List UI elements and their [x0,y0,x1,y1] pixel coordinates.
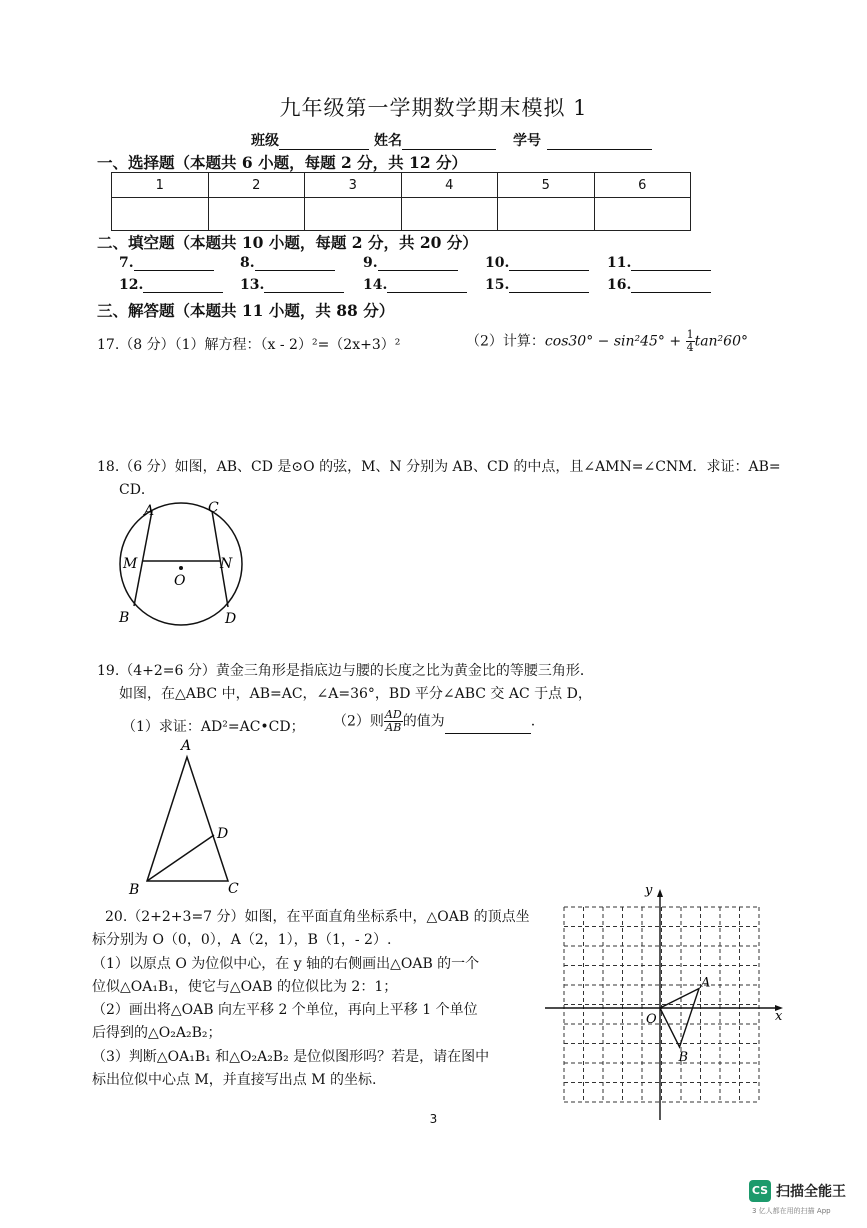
name-label: 姓名 [374,133,402,149]
q19-fraction [384,709,403,734]
label-a: A [181,738,192,754]
fill-blank[interactable] [509,278,589,293]
choice-answer-table [111,172,691,231]
q19-line1: 19.（4+2=6 分）黄金三角形是指底边与腰的长度之比为黄金比的等腰三角形． [97,663,594,679]
q19-frac-den: AB [385,721,402,734]
q18-line1: 18.（6 分）如图，AB、CD 是⊙O 的弦，M、N 分别为 AB、CD 的中点，且∠AMN=∠CNM．求证：AB= [97,459,781,475]
label-d: D [217,826,229,842]
q19-part1: （1）求证：AD²=AC•CD； [122,719,305,735]
choice-col-2: 2 [208,173,305,198]
student-id-label: 学号 [513,133,541,149]
section1-heading: 一、选择题（本题共 6 小题，每题 2 分，共 12 分） [97,153,468,172]
q20-line: 标分别为 O（0，0），A（2，1），B（1，- 2）. [92,932,392,949]
label-o: O [174,573,186,589]
student-id-blank[interactable] [547,135,652,150]
fill-number: 12. [119,277,144,293]
fill-item [363,277,467,293]
fill-number: 16. [607,277,632,293]
page-number: 3 [429,1112,438,1126]
fill-blank[interactable] [264,278,344,293]
q19-part2-suffix: 的值为 [402,713,445,730]
fill-item [119,255,214,271]
fill-item [240,255,335,271]
q17-frac-num: 1 [686,328,694,341]
choice-answer-row [112,198,691,231]
q17-fraction [686,329,695,354]
class-label: 班级 [251,133,279,149]
name-blank[interactable] [402,135,496,150]
fill-number: 7. [119,255,134,271]
q20-text [92,906,530,1092]
camscanner-name: 扫描全能王 [776,1184,846,1200]
section3-heading: 三、解答题（本题共 11 小题，共 88 分） [97,301,395,320]
q20-line: （3）判断△OA₁B₁ 和△O₂A₂B₂ 是位似图形吗？若是，请在图中 [92,1048,490,1065]
label-d: D [225,611,237,627]
q19-part2-prefix: （2）则 [333,713,384,730]
fill-number: 8. [240,255,255,271]
choice-answer-cell[interactable] [305,198,402,231]
label-c: C [208,500,219,516]
label-b: B [129,882,140,898]
choice-col-1: 1 [112,173,209,198]
fill-number: 13. [240,277,265,293]
y-axis-arrow-icon [657,889,663,897]
fill-blank[interactable] [387,278,467,293]
q19-answer-blank[interactable] [445,719,531,734]
section2-heading: 二、填空题（本题共 10 小题，每题 2 分，共 20 分） [97,233,478,252]
q17-part2-prefix: （2）计算： [466,333,545,350]
q17-part2 [466,329,748,354]
bisector-bd [147,835,214,881]
triangle-oab [660,989,699,1048]
x-axis-label: x [775,1009,783,1024]
triangle-abc [147,757,228,881]
class-field [251,130,369,150]
choice-answer-cell[interactable] [594,198,691,231]
q17-part1: 17.（8 分）（1）解方程：（x - 2）²=（2x+3）² [97,337,401,353]
q19-line2: 如图，在△ABC 中，AB=AC，∠A=36°，BD 平分∠ABC 交 AC 于点 D， [119,686,592,702]
q20-line: 标出位似中心点 M，并直接写出点 M 的坐标. [92,1072,377,1089]
fill-number: 14. [363,277,388,293]
fill-blank[interactable] [631,256,711,271]
q19-part2-end: . [530,713,536,730]
fill-blank[interactable] [631,278,711,293]
q20-line: 后得到的△O₂A₂B₂； [92,1025,222,1042]
fill-blank[interactable] [255,256,335,271]
choice-answer-cell[interactable] [498,198,595,231]
fill-item [240,277,344,293]
fill-item [607,255,711,271]
student-id-field [513,130,652,150]
fill-item [485,255,589,271]
label-o: O [646,1012,657,1027]
fill-item [485,277,589,293]
fill-item [119,277,223,293]
fill-item [607,277,711,293]
q18-line2: CD． [119,482,155,498]
q20-line: （2）画出将△OAB 向左平移 2 个单位，再向上平移 1 个单位 [92,1002,478,1019]
choice-col-4: 4 [401,173,498,198]
camscanner-logo-icon: CS [749,1180,771,1202]
q20-line: 位似△OA₁B₁，使它与△OAB 的位似比为 2：1； [92,978,398,995]
class-blank[interactable] [279,135,369,150]
choice-answer-cell[interactable] [401,198,498,231]
fill-number: 11. [607,255,632,271]
label-a: A [701,975,711,991]
q17-expr-a: cos30° − sin²45° + [544,333,686,350]
fill-blank[interactable] [143,278,223,293]
fill-blank[interactable] [509,256,589,271]
label-n: N [220,556,233,572]
q17-expr-b: tan²60° [694,333,748,350]
fill-number: 10. [485,255,510,271]
y-axis-label: y [645,883,653,898]
q18-circle-figure [110,495,260,635]
page-title: 九年级第一学期数学期末模拟 1 [279,96,588,120]
fill-blank[interactable] [378,256,458,271]
q20-line: 20.（2+2+3=7 分）如图，在平面直角坐标系中，△OAB 的顶点坐 [105,909,530,925]
fill-number: 9. [363,255,378,271]
choice-col-6: 6 [594,173,691,198]
camscanner-tagline: 3 亿人都在用的扫描 App [752,1207,831,1215]
q19-triangle-figure [125,735,255,900]
name-field [374,130,496,150]
choice-col-3: 3 [305,173,402,198]
q17-frac-den: 4 [686,341,694,354]
choice-col-5: 5 [498,173,595,198]
q20-coordinate-grid [545,880,795,1125]
fill-item [363,255,458,271]
center-point [179,566,183,570]
q19-part2 [333,709,535,734]
label-b: B [119,610,130,626]
choice-header-row [112,173,691,198]
label-a: A [144,503,155,519]
label-m: M [123,556,138,572]
fill-blank[interactable] [134,256,214,271]
label-c: C [228,881,239,897]
fill-number: 15. [485,277,510,293]
choice-answer-cell[interactable] [112,198,209,231]
label-b: B [678,1050,689,1065]
choice-answer-cell[interactable] [208,198,305,231]
q20-line: （1）以原点 O 为位似中心，在 y 轴的右侧画出△OAB 的一个 [92,955,480,972]
q19-frac-num: AD [384,708,402,721]
